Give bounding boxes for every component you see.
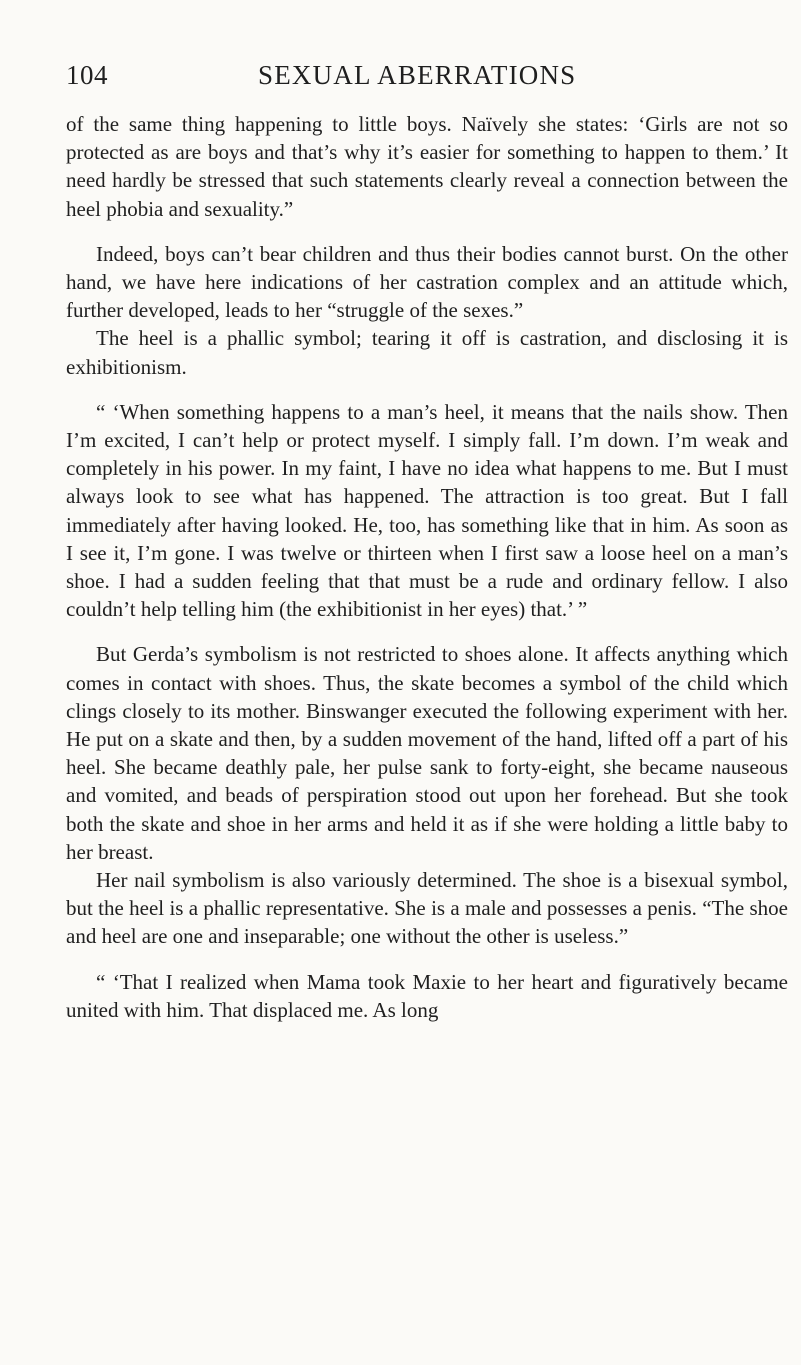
book-page — [66, 60, 788, 1024]
paragraph-boys-castration: Indeed, boys can’t bear children and thus their bodies cannot burst. On the other hand, we have here indications of her castration complex and an attitude which, further developed, leads to her “struggle of the sexes.” — [66, 241, 788, 323]
paragraph-continuation: of the same thing happening to little boys. Naïvely she states: ‘Girls are not so protected as are boys and that’s why it’s easier for something to happen to them.’ It need hardly be stressed that such statements clearly reveal a connection between the heel phobia and sexuality.” — [66, 112, 788, 221]
quote-mama-maxie: “ ‘That I realized when Mama took Maxie to her heart and figuratively became united with him. That displaced me. As long — [66, 969, 788, 1022]
page-number: 104 — [66, 60, 108, 90]
running-title: SEXUAL ABERRATIONS — [258, 60, 577, 90]
body-text — [66, 110, 788, 1024]
quote-heel-excitement: “ ‘When something happens to a man’s heel, it means that the nails show. Then I’m excited, I can’t help or protect myself. I simply fall. I’m down. I’m weak and completely in his power. In my faint, I have no idea what happens to me. But I must always look to see what has happened. The attraction is too great. But I fall immediately after having looked. He, too, has something like that in him. As soon as I see it, I’m gone. I was twelve or thirteen when I first saw a loose heel on a man’s shoe. I had a sudden feeling that that must be a rude and ordinary fellow. I also couldn’t help telling him (the exhibitionist in her eyes) that.’ ” — [66, 399, 788, 622]
running-head — [66, 60, 788, 100]
paragraph-skate-experiment: But Gerda’s symbolism is not restricted to shoes alone. It affects anything which comes in contact with shoes. Thus, the skate becomes a symbol of the child which clings closely to its mother. Binswanger executed the following experiment with her. He put on a skate and then, by a sudden movement of the hand, lifted off a part of his heel. She became deathly pale, her pulse sank to forty-eight, she became nauseous and vomited, and beads of perspiration stood out upon her forehead. But she took both the skate and shoe in her arms and held it as if she were holding a little baby to her breast. — [66, 642, 788, 864]
paragraph-nail-symbolism: Her nail symbolism is also variously determined. The shoe is a bisexual symbol, but the heel is a phallic representative. She is a male and possesses a penis. “The shoe and heel are one and inseparable; one without the other is useless.” — [66, 868, 788, 949]
paragraph-heel-symbol: The heel is a phallic symbol; tearing it off is castration, and disclosing it is exhibitionism. — [66, 326, 788, 379]
